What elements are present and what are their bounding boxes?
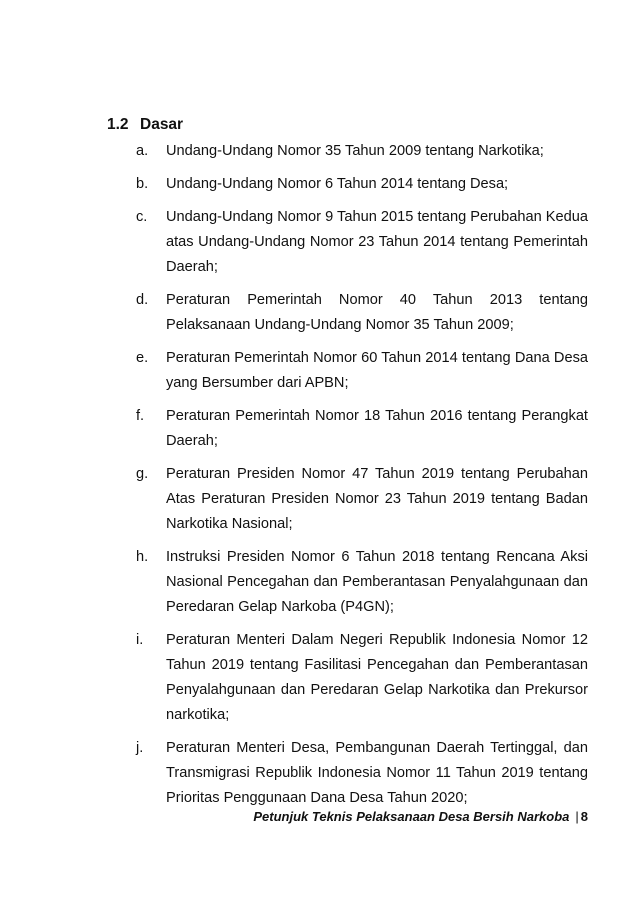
section-title: Dasar	[140, 116, 184, 133]
list-item-text: Peraturan Pemerintah Nomor 40 Tahun 2013 tentang Pelaksanaan Undang-Undang Nomor 35 Tahun 2009;	[166, 292, 588, 333]
list-item	[136, 139, 588, 164]
list-item-text: Peraturan Pemerintah Nomor 60 Tahun 2014 tentang Dana Desa yang Bersumber dari APBN;	[166, 350, 588, 391]
list-item-text: Peraturan Pemerintah Nomor 18 Tahun 2016 tentang Perangkat Daerah;	[166, 408, 588, 449]
list-item-letter: c.	[136, 209, 148, 225]
section-number: 1.2	[107, 116, 129, 133]
list-item-letter: h.	[136, 549, 149, 565]
list-item-letter: i.	[136, 632, 144, 648]
list-item-letter: j.	[136, 740, 144, 756]
footer-separator: |	[575, 809, 579, 824]
list-item-letter: g.	[136, 466, 149, 482]
list-item-text: Undang-Undang Nomor 6 Tahun 2014 tentang Desa;	[166, 176, 509, 192]
list-item-letter: a.	[136, 143, 149, 159]
list-item	[136, 172, 588, 197]
list-item-text: Undang-Undang Nomor 9 Tahun 2015 tentang Perubahan Kedua atas Undang-Undang Nomor 23 Tahun 2014 tentang Pemerintah Daerah;	[166, 209, 588, 275]
list-item-text: Undang-Undang Nomor 35 Tahun 2009 tentang Narkotika;	[166, 143, 544, 159]
list-item	[136, 205, 588, 280]
list-item-letter: f.	[136, 408, 145, 424]
page-number: 8	[580, 809, 588, 824]
list-item	[136, 288, 588, 338]
list-item-text: Instruksi Presiden Nomor 6 Tahun 2018 tentang Rencana Aksi Nasional Pencegahan dan Pemberantasan Penyalahgunaan dan Peredaran Gelap Narkoba (P4GN);	[166, 549, 588, 615]
list-item-text: Peraturan Menteri Desa, Pembangunan Daerah Tertinggal, dan Transmigrasi Republik Indonesia Nomor 11 Tahun 2019 tentang Prioritas Penggunaan Dana Desa Tahun 2020;	[166, 740, 588, 806]
list-item-text: Peraturan Presiden Nomor 47 Tahun 2019 tentang Perubahan Atas Peraturan Presiden Nomor 23 Tahun 2019 tentang Badan Narkotika Nasional;	[166, 466, 588, 532]
list-item-letter: e.	[136, 350, 149, 366]
footer-title: Petunjuk Teknis Pelaksanaan Desa Bersih Narkoba	[253, 809, 570, 824]
section-heading	[107, 114, 183, 136]
list-item	[136, 628, 588, 728]
list-item	[136, 736, 588, 811]
page-footer	[0, 808, 588, 826]
legal-basis-list	[136, 139, 588, 819]
list-item	[136, 346, 588, 396]
list-item	[136, 404, 588, 454]
list-item	[136, 462, 588, 537]
list-item-letter: b.	[136, 176, 149, 192]
list-item-letter: d.	[136, 292, 149, 308]
list-item	[136, 545, 588, 620]
list-item-text: Peraturan Menteri Dalam Negeri Republik Indonesia Nomor 12 Tahun 2019 tentang Fasilitasi Pencegahan dan Pemberantasan Penyalahgunaan dan Peredaran Gelap Narkotika dan Prekursor narkotika;	[166, 632, 588, 723]
